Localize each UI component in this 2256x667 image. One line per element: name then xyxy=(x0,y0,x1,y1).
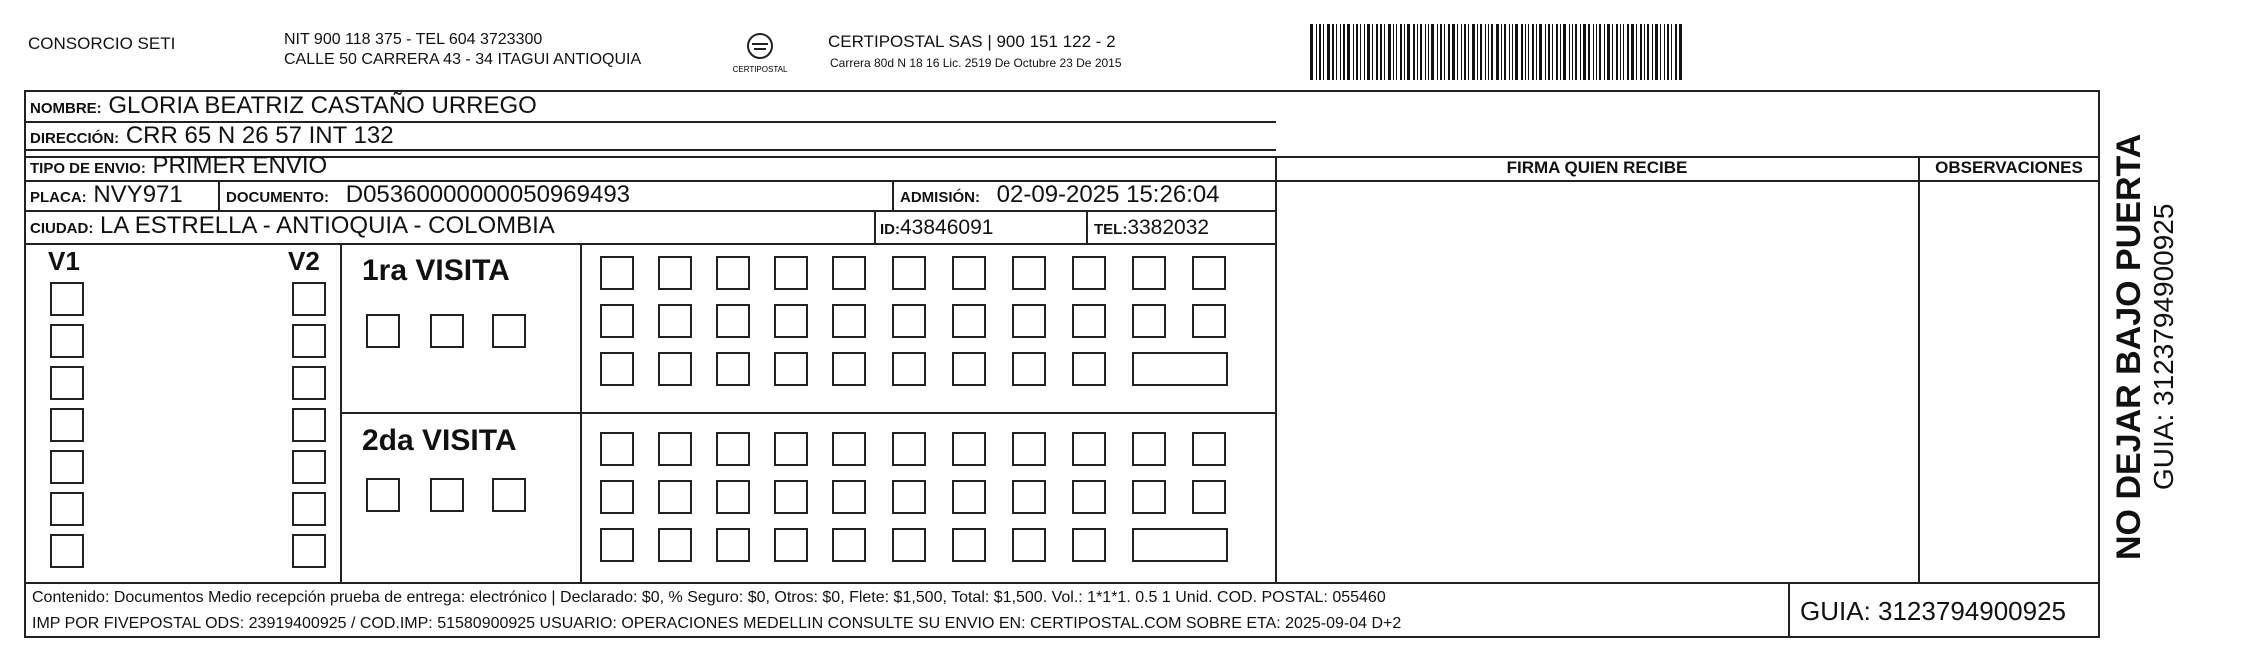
plate-value: NVY971 xyxy=(93,181,183,208)
day-box xyxy=(600,528,634,562)
barcode-bar xyxy=(1310,24,1313,80)
barcode-bar xyxy=(1364,24,1365,80)
address-row xyxy=(30,122,394,153)
day-box xyxy=(832,480,866,514)
barcode-bar xyxy=(1607,24,1610,80)
day-box xyxy=(952,528,986,562)
day-box xyxy=(600,256,634,290)
tel-label: TEL: xyxy=(1094,221,1128,238)
barcode-bar xyxy=(1664,24,1665,80)
v1-checkbox xyxy=(50,534,84,568)
day-box xyxy=(774,304,808,338)
day-box xyxy=(832,528,866,562)
barcode-bar xyxy=(1671,24,1672,80)
barcode-bar xyxy=(1599,24,1601,80)
barcode-bar xyxy=(1583,24,1586,80)
day-box xyxy=(600,304,634,338)
recipient-name: GLORIA BEATRIZ CASTAÑO URREGO xyxy=(108,92,537,119)
barcode-bar xyxy=(1448,24,1450,80)
barcode-bar xyxy=(1323,24,1324,80)
admission-value: 02-09-2025 15:26:04 xyxy=(996,181,1220,208)
barcode-bar xyxy=(1563,24,1566,80)
barcode-bar xyxy=(1660,24,1661,80)
month-checkbox-sep xyxy=(366,314,400,348)
barcode xyxy=(1310,24,1684,80)
barcode-bar xyxy=(1343,24,1345,80)
barcode-bar xyxy=(1413,24,1415,80)
day-box xyxy=(1012,528,1046,562)
barcode-bar xyxy=(1353,24,1354,80)
barcode-bar xyxy=(1580,24,1581,80)
side-guide: GUIA: 3123794900925 xyxy=(2148,203,2179,490)
day-box xyxy=(892,352,926,386)
day-box xyxy=(716,528,750,562)
certipostal-logo xyxy=(730,30,790,76)
plate-label: PLACA: xyxy=(30,189,87,206)
signature-header: FIRMA QUIEN RECIBE xyxy=(1506,158,1688,177)
day-box xyxy=(1132,256,1166,290)
barcode-bar xyxy=(1491,24,1493,80)
month-checkbox-nov xyxy=(492,314,526,348)
v1-checkbox xyxy=(50,324,84,358)
city-row xyxy=(30,212,555,243)
barcode-bar xyxy=(1536,24,1537,80)
v2-checkbox xyxy=(292,282,326,316)
barcode-bar xyxy=(1572,24,1573,80)
day-box xyxy=(1072,256,1106,290)
footer-guide: GUIA: 3123794900925 xyxy=(1800,596,2066,626)
tel-value: 3382032 xyxy=(1127,216,1210,239)
barcode-bar xyxy=(1380,24,1382,80)
day-box xyxy=(952,352,986,386)
type-label: TIPO DE ENVIO: xyxy=(30,160,146,177)
day-box xyxy=(952,256,986,290)
day-box xyxy=(1192,432,1226,466)
license-line: Carrera 80d N 18 16 Lic. 2519 De Octubre 23 De 2015 xyxy=(830,56,1122,70)
barcode-bar xyxy=(1464,24,1466,80)
barcode-bar xyxy=(1616,24,1618,80)
barcode-bar xyxy=(1480,24,1482,80)
barcode-bar xyxy=(1347,24,1350,80)
plate-row xyxy=(30,181,183,212)
day-box xyxy=(1072,304,1106,338)
month-checkbox-sep xyxy=(366,478,400,512)
barcode-bar xyxy=(1468,24,1469,80)
barcode-bar xyxy=(1316,24,1317,80)
month-checkbox-oct xyxy=(430,478,464,512)
barcode-bar xyxy=(1596,24,1597,80)
barcode-bar xyxy=(1515,24,1518,80)
barcode-bar xyxy=(1437,24,1438,80)
barcode-bar xyxy=(1556,24,1558,80)
time-box xyxy=(1132,528,1228,562)
barcode-bar xyxy=(1452,24,1455,80)
day-box xyxy=(1132,480,1166,514)
day-box xyxy=(600,352,634,386)
day-box xyxy=(658,432,692,466)
day-box xyxy=(1012,256,1046,290)
barcode-bar xyxy=(1420,24,1422,80)
id-value: 43846091 xyxy=(900,216,994,239)
footer-imp: IMP POR FIVEPOSTAL ODS: 23919400925 / COD.IMP: 51580900925 USUARIO: OPERACIONES MEDELLIN CONSULTE SU ENVIO EN: CERTIPOSTAL.COM SOBRE ETA: 2025-09-04 D+2 xyxy=(32,615,1402,632)
document-label: DOCUMENTO: xyxy=(226,189,330,206)
day-box xyxy=(1072,432,1106,466)
type-row xyxy=(30,152,327,183)
barcode-bar xyxy=(1340,24,1341,80)
day-box xyxy=(832,432,866,466)
barcode-bar xyxy=(1528,24,1529,80)
barcode-bar xyxy=(1504,24,1506,80)
day-box xyxy=(1132,304,1166,338)
barcode-bar xyxy=(1588,24,1590,80)
barcode-bar xyxy=(1376,24,1378,80)
barcode-bar xyxy=(1431,24,1434,80)
v2-label: V2 xyxy=(288,246,320,276)
day-box xyxy=(1192,480,1226,514)
barcode-bar xyxy=(1548,24,1550,80)
barcode-bar xyxy=(1396,24,1397,80)
barcode-bar xyxy=(1356,24,1358,80)
barcode-bar xyxy=(1675,24,1677,80)
barcode-bar xyxy=(1440,24,1442,80)
day-box xyxy=(832,352,866,386)
day-box xyxy=(1012,480,1046,514)
v1-checkbox xyxy=(50,282,84,316)
barcode-bar xyxy=(1477,24,1478,80)
barcode-bar xyxy=(1631,24,1634,80)
day-box xyxy=(892,528,926,562)
barcode-bar xyxy=(1336,24,1337,80)
company-name: CONSORCIO SETI xyxy=(28,34,176,53)
barcode-bar xyxy=(1388,24,1391,80)
barcode-bar xyxy=(1444,24,1445,80)
tel-row xyxy=(1094,214,1209,244)
barcode-bar xyxy=(1404,24,1405,80)
day-box xyxy=(952,432,986,466)
day-box xyxy=(716,304,750,338)
day-box xyxy=(892,480,926,514)
day-box xyxy=(1132,432,1166,466)
day-box xyxy=(658,528,692,562)
day-box xyxy=(774,480,808,514)
barcode-bar xyxy=(1472,24,1475,80)
barcode-bar xyxy=(1428,24,1429,80)
barcode-bar xyxy=(1532,24,1534,80)
barcode-bar xyxy=(1319,24,1321,80)
barcode-bar xyxy=(1496,24,1499,80)
document-row xyxy=(226,181,630,212)
v2-checkbox xyxy=(292,366,326,400)
v2-checkbox xyxy=(292,408,326,442)
day-box xyxy=(600,480,634,514)
day-box xyxy=(716,256,750,290)
day-box xyxy=(774,352,808,386)
v2-checkbox xyxy=(292,450,326,484)
barcode-bar xyxy=(1393,24,1394,80)
barcode-bar xyxy=(1525,24,1526,80)
barcode-bar xyxy=(1501,24,1502,80)
v1-checkbox xyxy=(50,492,84,526)
day-box xyxy=(658,304,692,338)
barcode-bar xyxy=(1636,24,1637,80)
v1-checkbox xyxy=(50,450,84,484)
barcode-bar xyxy=(1667,24,1669,80)
barcode-bar xyxy=(1417,24,1418,80)
document-value: D05360000000050969493 xyxy=(345,181,631,208)
barcode-bar xyxy=(1509,24,1510,80)
barcode-bar xyxy=(1461,24,1462,80)
barcode-bar xyxy=(1679,24,1682,80)
barcode-bar xyxy=(1360,24,1361,80)
day-box xyxy=(892,432,926,466)
barcode-bar xyxy=(1604,24,1605,80)
day-box xyxy=(1072,528,1106,562)
barcode-bar xyxy=(1593,24,1594,80)
visit1-title: 1ra VISITA xyxy=(362,254,510,287)
barcode-bar xyxy=(1407,24,1410,80)
day-box xyxy=(658,256,692,290)
day-box xyxy=(658,352,692,386)
barcode-bar xyxy=(1612,24,1613,80)
shipment-type: PRIMER ENVIO xyxy=(152,152,328,179)
footer-contents: Contenido: Documentos Medio recepción prueba de entrega: electrónico | Declarado: $0, % Seguro: $0, Otros: $0, Flete: $1,500, Total: $1,500. Vol.: 1*1*1. 0.5 1 Unid. COD. POSTAL: 055460 xyxy=(32,589,1386,606)
barcode-bar xyxy=(1372,24,1373,80)
day-box xyxy=(600,432,634,466)
company-address: CALLE 50 CARRERA 43 - 34 ITAGUI ANTIOQUIA xyxy=(284,51,642,68)
day-box xyxy=(716,432,750,466)
no-under-door-warning: NO DEJAR BAJO PUERTA xyxy=(2110,133,2148,560)
day-box xyxy=(716,352,750,386)
day-box xyxy=(832,304,866,338)
barcode-bar xyxy=(1560,24,1561,80)
admission-row xyxy=(900,181,1220,212)
barcode-bar xyxy=(1552,24,1553,80)
month-checkbox-oct xyxy=(430,314,464,348)
barcode-bar xyxy=(1623,24,1624,80)
barcode-bar xyxy=(1485,24,1486,80)
barcode-bar xyxy=(1425,24,1426,80)
barcode-bar xyxy=(1620,24,1621,80)
certipostal-line: CERTIPOSTAL SAS | 900 151 122 - 2 xyxy=(828,32,1116,51)
recipient-address: CRR 65 N 26 57 INT 132 xyxy=(125,122,394,149)
day-box xyxy=(1012,432,1046,466)
v1-checkbox xyxy=(50,408,84,442)
barcode-bar xyxy=(1575,24,1577,80)
barcode-bar xyxy=(1512,24,1513,80)
day-box xyxy=(832,256,866,290)
day-box xyxy=(716,480,750,514)
barcode-bar xyxy=(1400,24,1402,80)
day-box xyxy=(1192,256,1226,290)
barcode-bar xyxy=(1457,24,1458,80)
barcode-bar xyxy=(1367,24,1370,80)
v2-checkbox xyxy=(292,492,326,526)
id-label: ID: xyxy=(880,221,900,238)
barcode-bar xyxy=(1332,24,1334,80)
v1-checkbox xyxy=(50,366,84,400)
v2-checkbox xyxy=(292,324,326,358)
barcode-bar xyxy=(1384,24,1385,80)
barcode-bar xyxy=(1640,24,1642,80)
day-box xyxy=(774,432,808,466)
admission-label: ADMISIÓN: xyxy=(900,189,980,206)
barcode-bar xyxy=(1644,24,1645,80)
id-row xyxy=(880,214,993,244)
day-box xyxy=(1192,304,1226,338)
barcode-bar xyxy=(1569,24,1570,80)
day-box xyxy=(658,480,692,514)
day-box xyxy=(892,256,926,290)
barcode-bar xyxy=(1521,24,1523,80)
logo-text: CERTIPOSTAL xyxy=(732,65,788,74)
address-label: DIRECCIÓN: xyxy=(30,130,120,147)
day-box xyxy=(952,480,986,514)
barcode-bar xyxy=(1545,24,1546,80)
name-label: NOMBRE: xyxy=(30,100,102,117)
visit2-title: 2da VISITA xyxy=(362,424,517,457)
month-checkbox-nov xyxy=(492,478,526,512)
day-box xyxy=(774,256,808,290)
city-value: LA ESTRELLA - ANTIOQUIA - COLOMBIA xyxy=(100,212,555,239)
day-box xyxy=(892,304,926,338)
day-box xyxy=(1012,352,1046,386)
company-nit-tel: NIT 900 118 375 - TEL 604 3723300 xyxy=(284,31,543,48)
day-box xyxy=(1012,304,1046,338)
observations-header: OBSERVACIONES xyxy=(1935,158,2083,177)
v1-label: V1 xyxy=(48,246,80,276)
barcode-bar xyxy=(1627,24,1629,80)
day-box xyxy=(1072,352,1106,386)
barcode-bar xyxy=(1655,24,1658,80)
day-box xyxy=(1072,480,1106,514)
day-box xyxy=(952,304,986,338)
day-box xyxy=(774,528,808,562)
city-label: CIUDAD: xyxy=(30,220,94,237)
barcode-bar xyxy=(1327,24,1330,80)
v2-checkbox xyxy=(292,534,326,568)
barcode-bar xyxy=(1539,24,1542,80)
barcode-bar xyxy=(1652,24,1653,80)
name-row xyxy=(30,92,537,123)
barcode-bar xyxy=(1647,24,1649,80)
barcode-bar xyxy=(1488,24,1489,80)
time-box xyxy=(1132,352,1228,386)
